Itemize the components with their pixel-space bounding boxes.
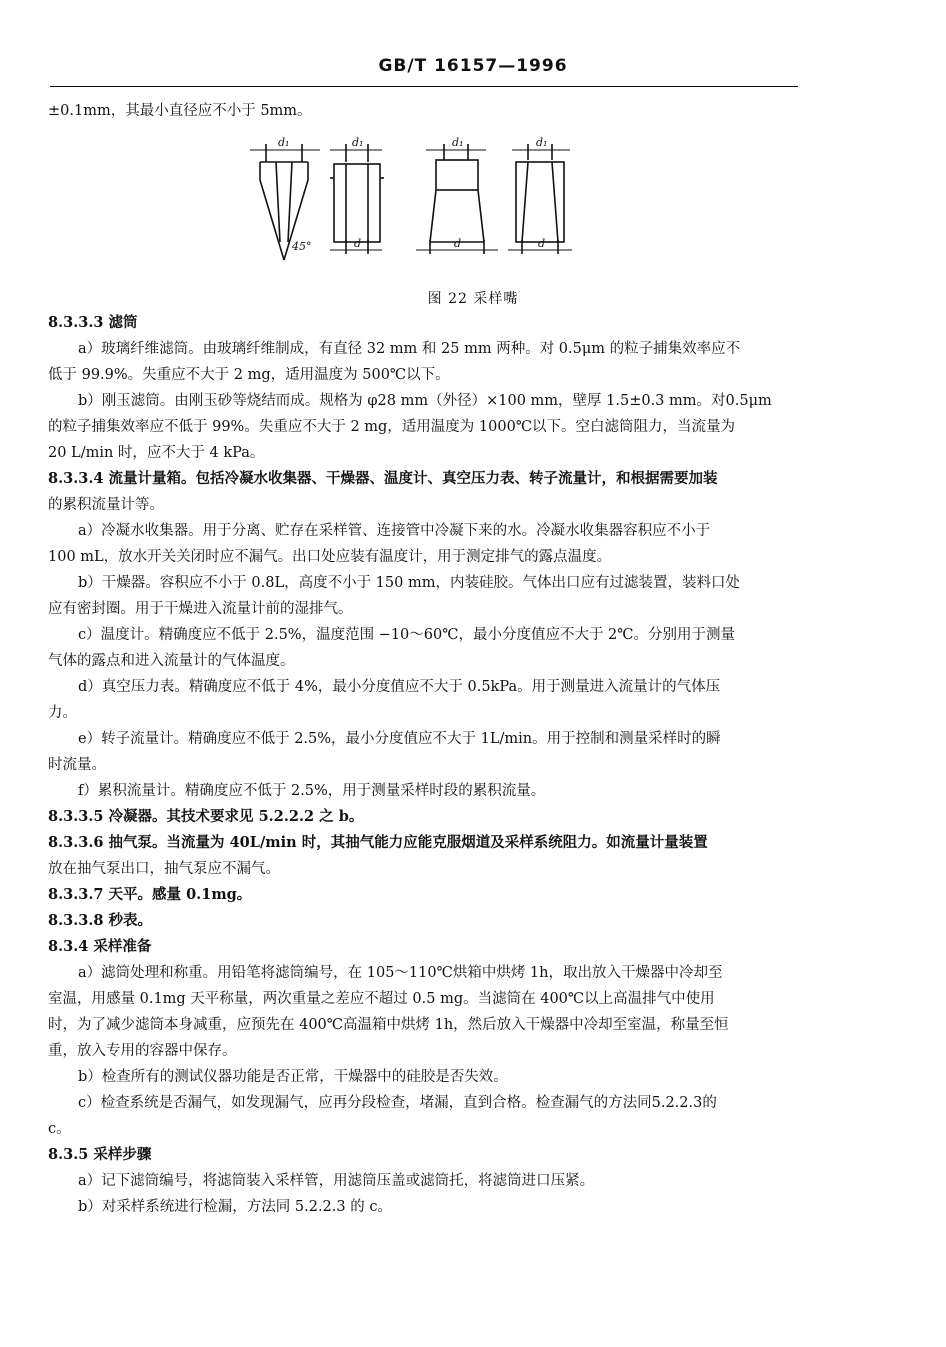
d-label: d [354,237,362,250]
paragraph-line: 力。 [48,705,77,721]
d1-label: d₁ [536,136,548,149]
paragraph-line: 气体的露点和进入流量计的气体温度。 [48,653,295,669]
section-heading: 8.3.3.7 天平。感量 0.1mg。 [48,886,252,903]
d-label: d [454,237,462,250]
paragraph-line: c）温度计。精确度应不低于 2.5%，温度范围 −10～60℃，最小分度值应不大于 2℃。分别用于测量 [78,627,735,643]
paragraph-line: b）刚玉滤筒。由刚玉砂等烧结而成。规格为 φ28 mm（外径）×100 mm，壁厚 1.5±0.3 mm。对0.5μm [78,393,772,409]
angle-label: 45° [292,240,312,253]
paragraph-line: b）干燥器。容积应不小于 0.8L，高度不小于 150 mm，内装硅胶。气体出口应有过滤装置，装料口处 [78,575,740,591]
paragraph-line: c。 [48,1121,71,1137]
section-heading: 8.3.3.5 冷凝器。其技术要求见 5.2.2.2 之 b。 [48,808,364,825]
paragraph-line: 时，为了减少滤筒本身减重，应预先在 400℃高温箱中烘烤 1h，然后放入干燥器中冷却至室温，称量至恒 [48,1017,729,1033]
paragraph-line: 时流量。 [48,757,106,773]
paragraph-line: 应有密封圈。用于干燥进入流量计前的湿排气。 [48,601,353,617]
paragraph-line: a）滤筒处理和称重。用铅笔将滤筒编号，在 105～110℃烘箱中烘烤 1h，取出放入干燥器中冷却至 [78,965,723,981]
paragraph-line: d）真空压力表。精确度应不低于 4%，最小分度值应不大于 0.5kPa。用于测量进入流量计的气体压 [78,679,721,695]
paragraph-line: e）转子流量计。精确度应不低于 2.5%，最小分度值应不大于 1L/min。用于控制和测量采样时的瞬 [78,731,721,747]
paragraph-line: a）记下滤筒编号，将滤筒装入采样管，用滤筒压盖或滤筒托，将滤筒进口压紧。 [78,1173,595,1189]
paragraph-line: 100 mL，放水开关关闭时应不漏气。出口处应装有温度计，用于测定排气的露点温度。 [48,549,612,565]
paragraph-line: c）检查系统是否漏气，如发现漏气，应再分段检查，堵漏，直到合格。检查漏气的方法同5.2.2.3的 [78,1095,717,1111]
d1-label: d₁ [452,136,464,149]
section-heading: 8.3.3.4 流量计量箱。包括冷凝水收集器、干燥器、温度计、真空压力表、转子流量计，和根据需要加装 [48,470,718,487]
paragraph-line: 的粒子捕集效率应不低于 99%。失重应不大于 2 mg，适用温度为 1000℃以下。空白滤筒阻力，当流量为 [48,419,736,435]
paragraph-line: 放在抽气泵出口，抽气泵应不漏气。 [48,861,280,877]
paragraph-line: a）玻璃纤维滤筒。由玻璃纤维制成，有直径 32 mm 和 25 mm 两种。对 0.5μm 的粒子捕集效率应不 [78,341,741,357]
section-heading: 8.3.4 采样准备 [48,938,152,955]
paragraph-line: 低于 99.9%。失重应不大于 2 mg，适用温度为 500℃以下。 [48,367,450,383]
section-heading: 8.3.3.3 滤筒 [48,314,138,331]
page-header: GB/T 16157—1996 [378,56,568,76]
paragraph-line: f）累积流量计。精确度应不低于 2.5%，用于测量采样时段的累积流量。 [78,783,546,799]
section-heading: 8.3.3.8 秒表。 [48,912,153,929]
sampling-nozzle-figure [230,132,590,272]
paragraph-line: 20 L/min 时，应不大于 4 kPa。 [48,445,265,461]
figure-caption: 图 22 采样嘴 [427,291,519,307]
header-rule [50,86,798,87]
paragraph-line: ±0.1mm，其最小直径应不小于 5mm。 [48,103,312,119]
section-heading: 8.3.3.6 抽气泵。当流量为 40L/min 时，其抽气能力应能克服烟道及采样系统阻力。如流量计量装置 [48,834,708,851]
paragraph-line: 重，放入专用的容器中保存。 [48,1043,237,1059]
d1-label: d₁ [278,136,290,149]
d1-label: d₁ [352,136,364,149]
paragraph-line: b）对采样系统进行检漏，方法同 5.2.2.3 的 c。 [78,1199,392,1215]
paragraph-line: b）检查所有的测试仪器功能是否正常，干燥器中的硅胶是否失效。 [78,1069,508,1085]
d-label: d [538,237,546,250]
section-heading: 8.3.5 采样步骤 [48,1146,152,1163]
paragraph-line: 的累积流量计等。 [48,497,164,513]
paragraph-line: 室温，用感量 0.1mg 天平称量，两次重量之差应不超过 0.5 mg。当滤筒在 400℃以上高温排气中使用 [48,991,715,1007]
paragraph-line: a）冷凝水收集器。用于分离、贮存在采样管、连接管中冷凝下来的水。冷凝水收集器容积应不小于 [78,523,711,539]
